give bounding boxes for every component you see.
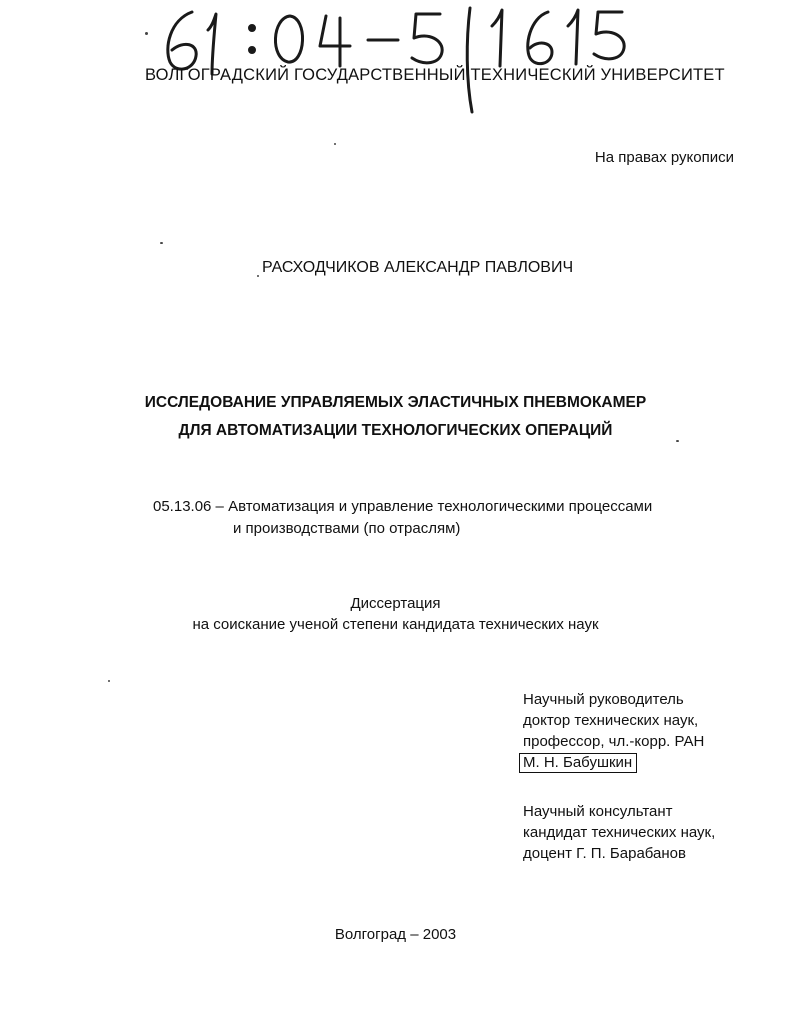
supervisor-name-box: М. Н. Бабушкин: [519, 753, 637, 773]
scan-speck: [145, 32, 148, 35]
specialty-line-1: 05.13.06 – Автоматизация и управление технологическими процессами: [153, 498, 653, 515]
manuscript-rights: На правах рукописи: [594, 149, 734, 166]
thesis-title-line-1: ИССЛЕДОВАНИЕ УПРАВЛЯЕМЫХ ЭЛАСТИЧНЫХ ПНЕВМОКАМЕР: [144, 394, 647, 411]
supervisor-name: [523, 754, 637, 771]
university-name: ВОЛГОГРАДСКИЙ ГОСУДАРСТВЕННЫЙ ТЕХНИЧЕСКИЙ УНИВЕРСИТЕТ: [145, 66, 725, 84]
scan-speck: [334, 143, 336, 145]
consultant-role: Научный консультант: [523, 803, 673, 820]
supervisor-degree: доктор технических наук,: [523, 712, 699, 729]
scan-speck: [257, 275, 259, 277]
thesis-title-line-2: ДЛЯ АВТОМАТИЗАЦИИ ТЕХНОЛОГИЧЕСКИХ ОПЕРАЦИЙ: [178, 422, 613, 439]
consultant-title-name: доцент Г. П. Барабанов: [523, 845, 686, 862]
dissertation-label: Диссертация: [350, 595, 441, 612]
handwritten-archive-number: [140, 0, 660, 115]
scan-speck: [108, 680, 110, 682]
city-year: Волгоград – 2003: [334, 926, 457, 943]
supervisor-title: профессор, чл.-корр. РАН: [523, 733, 705, 750]
supervisor-role: Научный руководитель: [523, 691, 684, 708]
author-name: РАСХОДЧИКОВ АЛЕКСАНДР ПАВЛОВИЧ: [262, 259, 574, 276]
scan-speck: [676, 440, 679, 442]
specialty-line-2: и производствами (по отраслям): [233, 520, 461, 537]
degree-sought: на соискание ученой степени кандидата технических наук: [192, 616, 599, 633]
scan-speck: [160, 242, 163, 244]
consultant-degree: кандидат технических наук,: [523, 824, 716, 841]
